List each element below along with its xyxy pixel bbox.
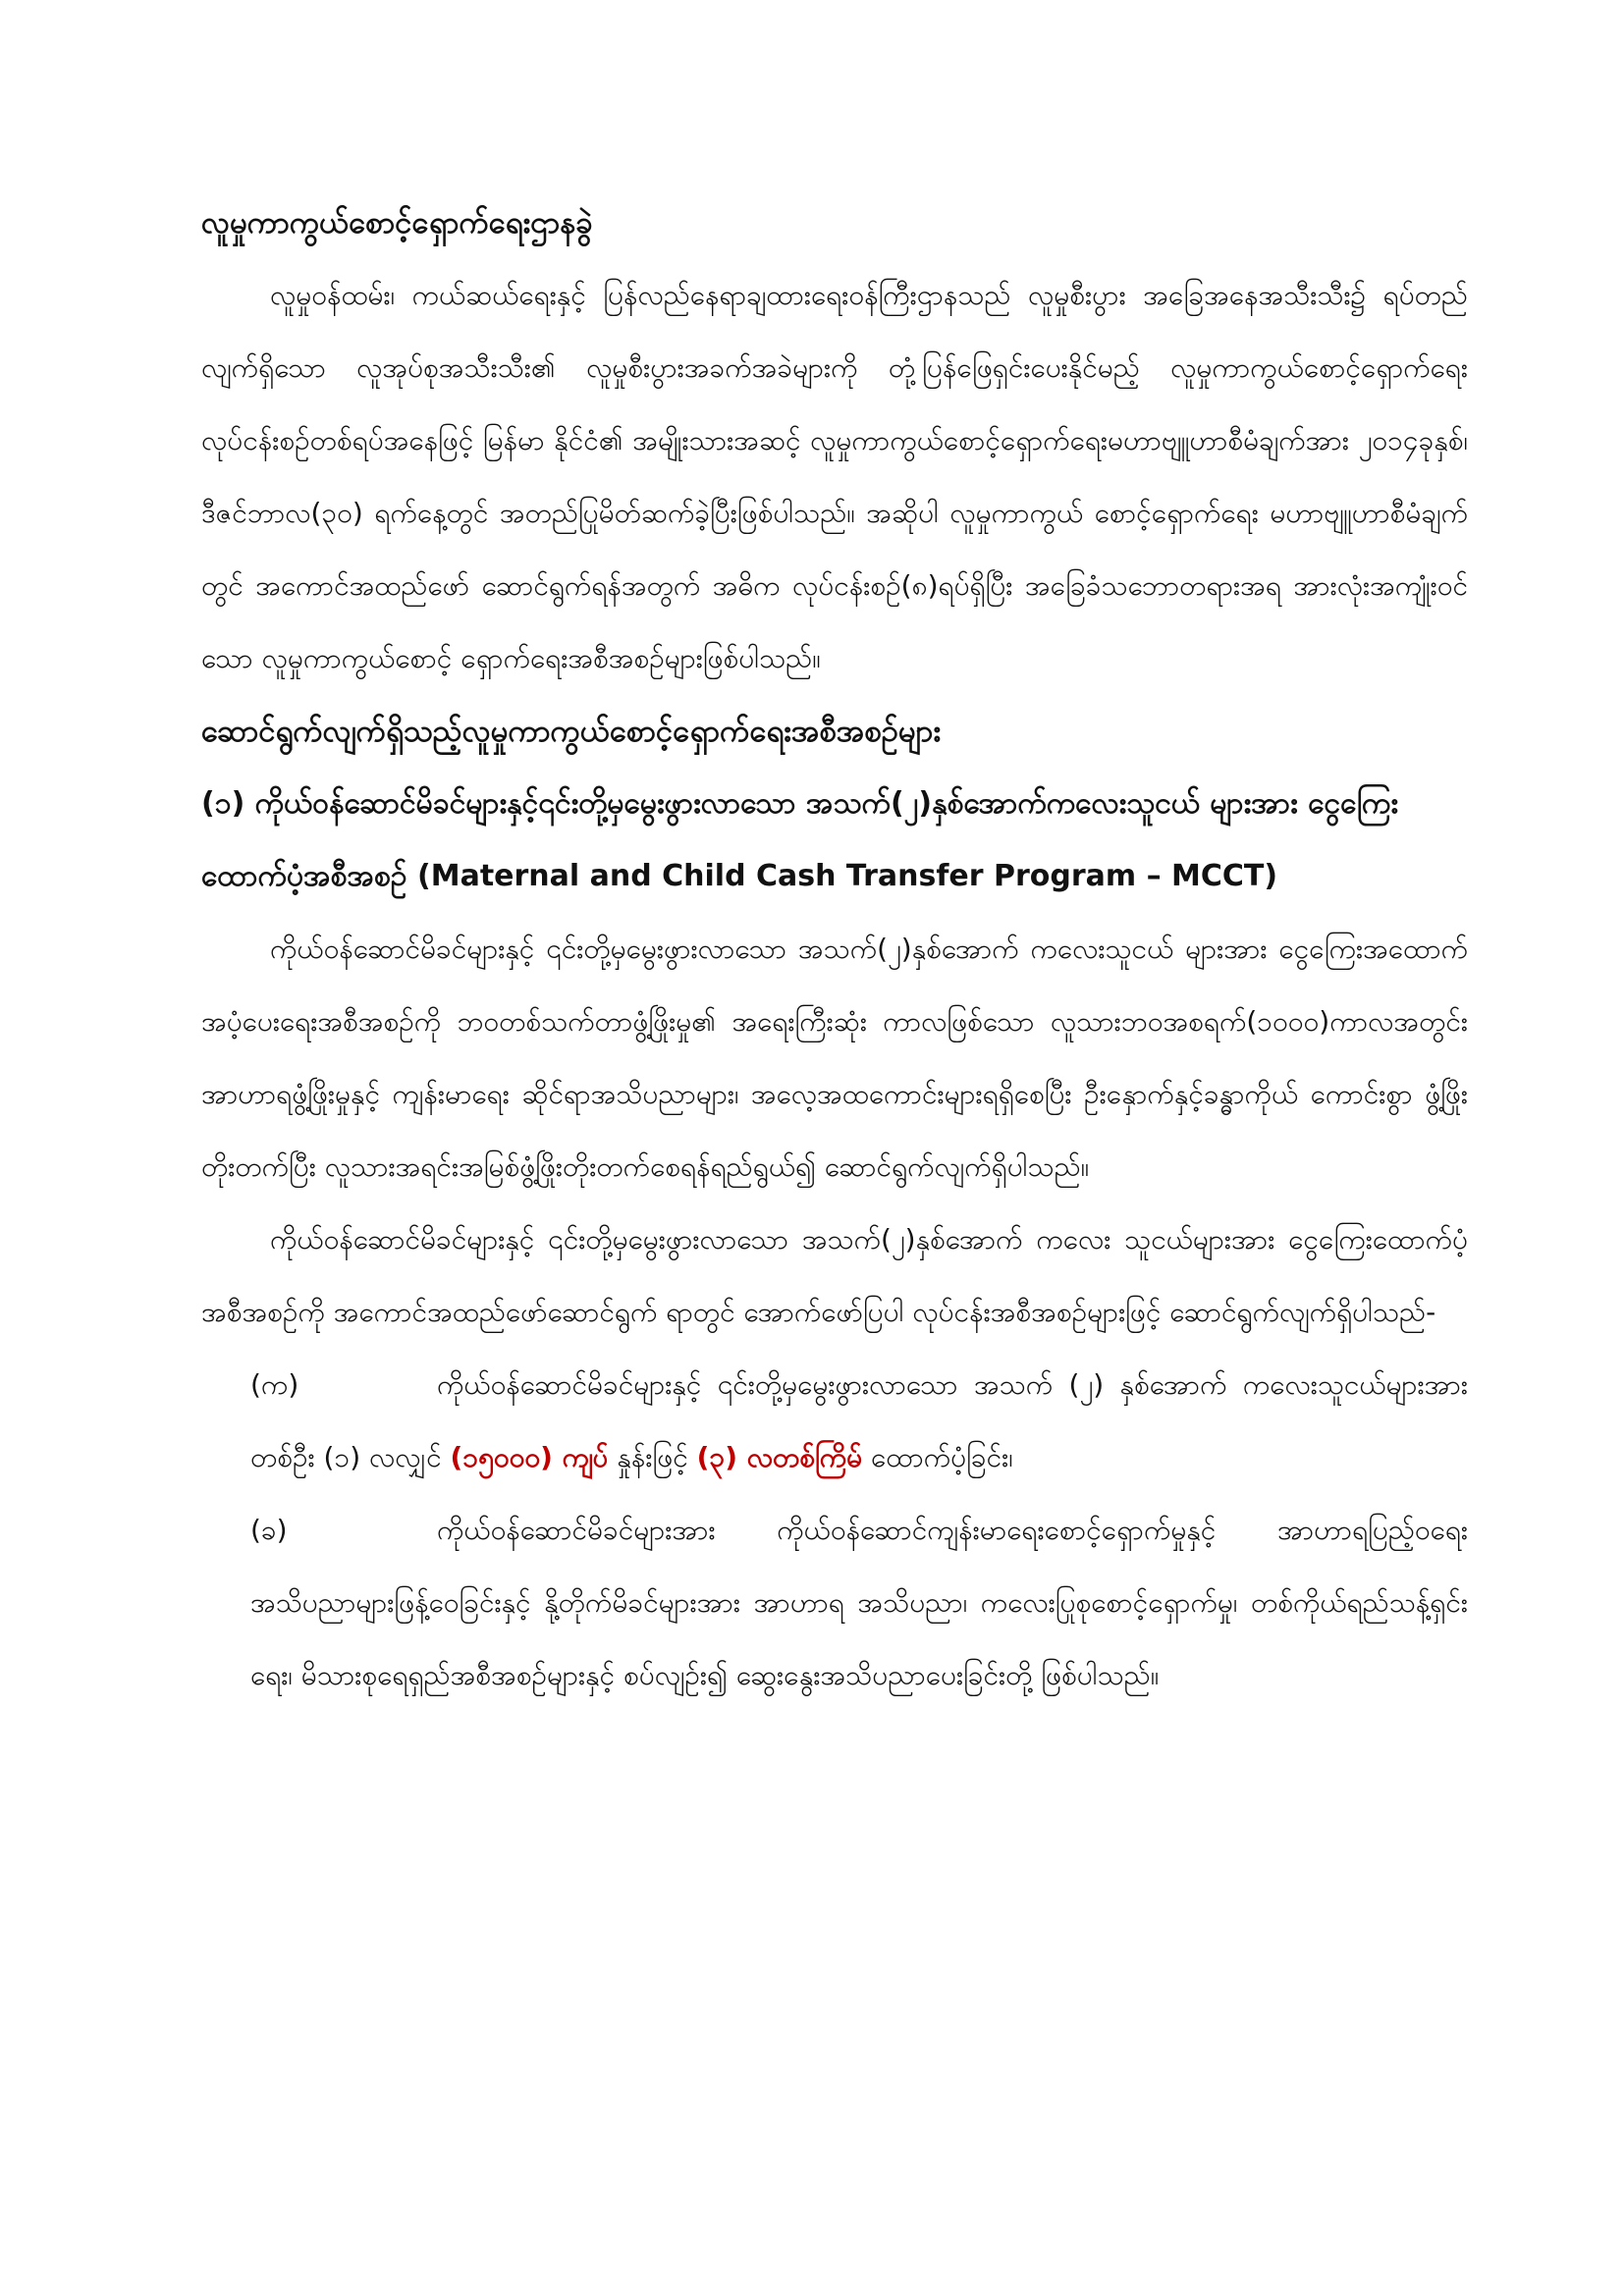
program-title: (၁) ကိုယ်ဝန်ဆောင်မိခင်များနှင့်၎င်းတို့မှမွေးဖွားလာသော အသက်(၂)နှစ်အောက်ကလေးသူငယ် များအား ငွေကြေးထောက်ပံ့အစီအစဉ် (Maternal and Child Cash Transfer Program – MCCT) <box>201 786 1399 893</box>
list-item <box>250 1349 1468 1494</box>
section-title: လူမှုကာကွယ်စောင့်ရှောက်ရေးဌာနခွဲ <box>201 205 593 240</box>
frequency-highlight: (၃) လတစ်ကြိမ် <box>696 1441 863 1473</box>
list-item-text: ကိုယ်ဝန်ဆောင်မိခင်များအား ကိုယ်ဝန်ဆောင်ကျန်းမာရေးစောင့်ရှောက်မှုနှင့် အာဟာရပြည့်ဝရေး အသိပညာများဖြန့်ဝေခြင်းနှင့် နို့တိုက်မိခင်များအား အာဟာရ အသိပညာ၊ ကလေးပြုစုစောင့်ရှောက်မှု၊ တစ်ကိုယ်ရည်သန့်ရှင်းရေး၊ မိသားစုရေရှည်အစီအစဉ်များနှင့် စပ်လျဉ်း၍ ဆွေးနွေးအသိပညာပေးခြင်းတို့ ဖြစ်ပါသည်။ <box>250 1514 1468 1691</box>
list-item-text: ကိုယ်ဝန်ဆောင်မိခင်များနှင့် ၎င်းတို့မှမွေးဖွားလာသော အသက် (၂) နှစ်အောက် ကလေးသူငယ်များအား တစ်ဦး (၁) လလျှင် <box>250 1368 1468 1473</box>
intro-paragraph: လူမှုဝန်ထမ်း၊ ကယ်ဆယ်ရေးနှင့် ပြန်လည်နေရာချထားရေးဝန်ကြီးဌာနသည် လူမှုစီးပွား အခြေအနေအသီးသီး၌ ရပ်တည်လျက်ရှိသော လူအုပ်စုအသီးသီး၏ လူမှုစီးပွားအခက်အခဲများကို တုံ့ပြန်ဖြေရှင်းပေးနိုင်မည့် လူမှုကာကွယ်စောင့်ရှောက်ရေး လုပ်ငန်းစဉ်တစ်ရပ်အနေဖြင့် မြန်မာ နိုင်ငံ၏ အမျိုးသားအဆင့် လူမှုကာကွယ်စောင့်ရှောက်ရေးမဟာဗျူဟာစီမံချက်အား ၂၀၁၄ခုနှစ်၊ ဒီဇင်ဘာလ(၃၀) ရက်နေ့တွင် အတည်ပြုမိတ်ဆက်ခဲ့ပြီးဖြစ်ပါသည်။ အဆိုပါ လူမှုကာကွယ် စောင့်ရှောက်ရေး မဟာဗျူဟာစီမံချက်တွင် အကောင်အထည်ဖော် ဆောင်ရွက်ရန်အတွက် အဓိက လုပ်ငန်းစဉ်(၈)ရပ်ရှိပြီး အခြေခံသဘောတရားအရ အားလုံးအကျုံးဝင်သော လူမှုကာကွယ်စောင့် ရှောက်ရေးအစီအစဉ်များဖြစ်ပါသည်။ <box>201 279 1468 674</box>
document-content <box>201 187 1468 1712</box>
list-item-text: ထောက်ပံ့ခြင်း၊ <box>862 1441 1013 1473</box>
list-item-marker: (ခ) <box>250 1514 288 1546</box>
list-item-marker: (က) <box>250 1368 299 1401</box>
program-paragraph-1: ကိုယ်ဝန်ဆောင်မိခင်များနှင့် ၎င်းတို့မှမွေးဖွားလာသော အသက်(၂)နှစ်အောက် ကလေးသူငယ် များအား ငွေကြေးအထောက်အပံ့ပေးရေးအစီအစဉ်ကို ဘဝတစ်သက်တာဖွံ့ဖြိုးမှု၏ အရေးကြီးဆုံး ကာလဖြစ်သော လူသားဘဝအစရက်(၁၀၀၀)ကာလအတွင်း အာဟာရဖွံ့ဖြိုးမှုနှင့် ကျန်းမာရေး ဆိုင်ရာအသိပညာများ၊ အလေ့အထကောင်းများရရှိစေပြီး ဦးနှောက်နှင့်ခန္ဓာကိုယ် ကောင်းစွာ ဖွံ့ဖြိုးတိုးတက်ပြီး လူသားအရင်းအမြစ်ဖွံ့ဖြိုးတိုးတက်စေရန်ရည်ရွယ်၍ ဆောင်ရွက်လျက်ရှိပါသည်။ <box>201 933 1468 1183</box>
program-activities <box>201 1349 1468 1712</box>
ongoing-programs-title: ဆောင်ရွက်လျက်ရှိသည့်လူမှုကာကွယ်စောင့်ရှောက်ရေးအစီအစဉ်များ <box>201 714 942 749</box>
amount-highlight: (၁၅၀၀၀) ကျပ် <box>450 1441 609 1473</box>
list-item-text: နှုန်းဖြင့် <box>608 1441 697 1473</box>
list-item <box>250 1494 1468 1712</box>
program-paragraph-2: ကိုယ်ဝန်ဆောင်မိခင်များနှင့် ၎င်းတို့မှမွေးဖွားလာသော အသက်(၂)နှစ်အောက် ကလေး သူငယ်များအား ငွေကြေးထောက်ပံ့အစီအစဉ်ကို အကောင်အထည်ဖော်ဆောင်ရွက် ရာတွင် အောက်ဖော်ပြပါ လုပ်ငန်းအစီအစဉ်များဖြင့် ဆောင်ရွက်လျက်ရှိပါသည်- <box>201 1223 1468 1328</box>
